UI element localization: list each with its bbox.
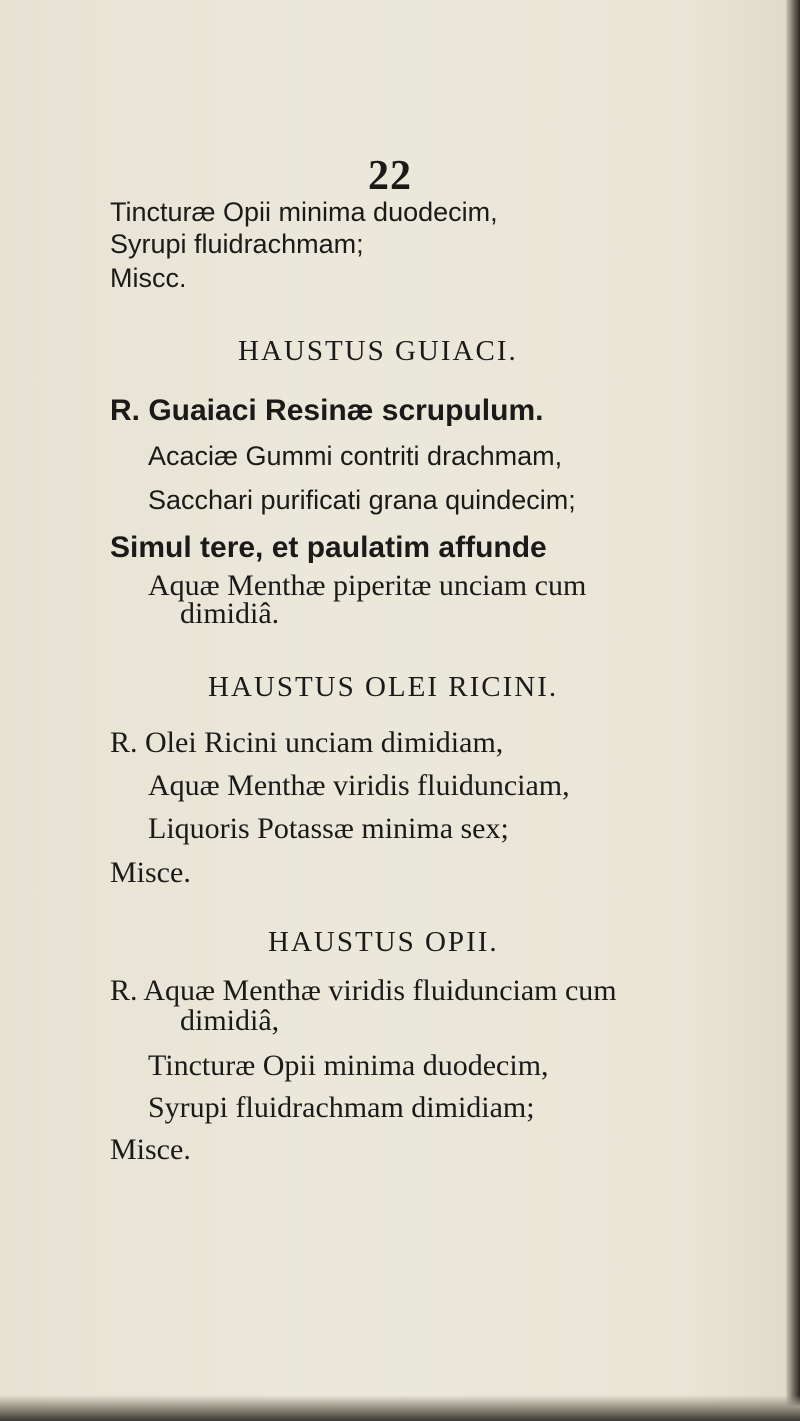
heading-haustus-guiaci: HAUSTUS GUIACI. <box>238 335 518 367</box>
guiaci-line-4: Simul tere, et paulatim affunde <box>110 531 547 564</box>
olei-line-4: Misce. <box>110 856 191 889</box>
olei-line-2: Aquæ Menthæ viridis fluidunciam, <box>148 769 570 802</box>
olei-line-1: R. Olei Ricini unciam dimidiam, <box>110 726 504 759</box>
olei-line-3: Liquoris Potassæ minima sex; <box>148 812 509 845</box>
heading-haustus-opii: HAUSTUS OPII. <box>268 926 499 958</box>
opii-line-2: dimidiâ, <box>180 1004 280 1037</box>
guiaci-line-5: Aquæ Menthæ piperitæ unciam cum <box>148 569 587 602</box>
guiaci-line-2: Acaciæ Gummi contriti drachmam, <box>148 441 563 471</box>
opii-line-1: R. Aquæ Menthæ viridis fluidunciam cum <box>110 974 617 1007</box>
opii-line-3: Tincturæ Opii minima duodecim, <box>148 1049 549 1082</box>
page-edge-shadow-bottom <box>0 1395 800 1421</box>
prior-recipe-line-1: Tincturæ Opii minima duodecim, <box>110 197 498 227</box>
guiaci-line-1: R. Guaiaci Resinæ scrupulum. <box>110 394 544 427</box>
prior-recipe-line-3: Miscc. <box>110 263 187 293</box>
page-edge-shadow-right <box>786 0 800 1421</box>
opii-line-4: Syrupi fluidrachmam dimidiam; <box>148 1091 535 1124</box>
guiaci-line-3: Sacchari purificati grana quindecim; <box>148 485 576 515</box>
prior-recipe-line-2: Syrupi fluidrachmam; <box>110 229 364 259</box>
guiaci-line-6: dimidiâ. <box>180 597 280 630</box>
heading-haustus-olei-ricini: HAUSTUS OLEI RICINI. <box>208 671 559 703</box>
page-number: 22 <box>368 153 412 199</box>
opii-line-5: Misce. <box>110 1133 191 1166</box>
